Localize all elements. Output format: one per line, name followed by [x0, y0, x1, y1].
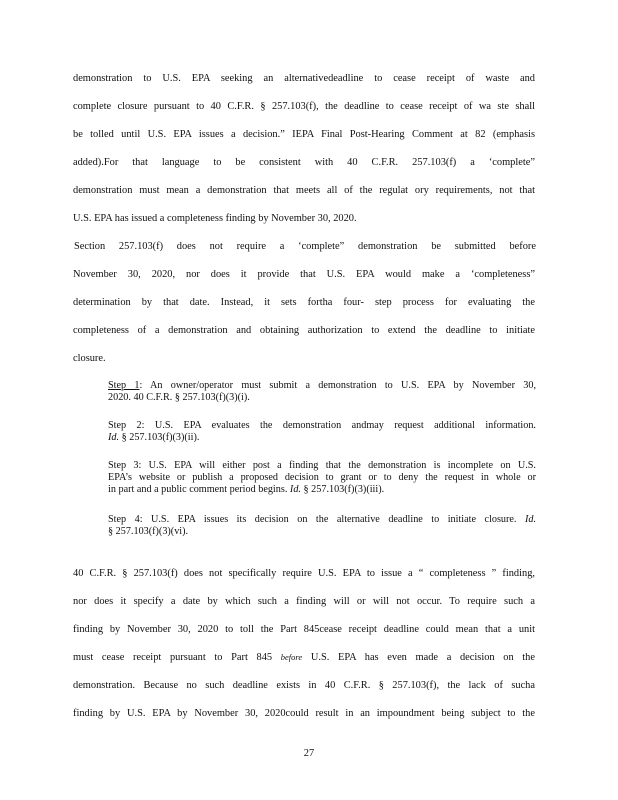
body-line: U.S. EPA has issued a completeness finding by November 30, 2020.: [73, 213, 357, 224]
citation: Id.: [108, 432, 120, 443]
page-number: 27: [303, 748, 315, 759]
step-text: § 257.103(f)(3)(iii).: [300, 484, 385, 495]
step-text: EPA’s website or publish a proposed decision to grant or to deny the request in whole or: [108, 472, 536, 483]
body-line: nor does it specify a date by which such a finding will or will not occur. To require such a: [73, 596, 535, 607]
step-label: Step 1: [108, 380, 140, 391]
step-text: in part and a public comment period begins.: [108, 484, 288, 495]
step-text: § 257.103(f)(3)(vi).: [108, 526, 189, 537]
step-text: 2020. 40 C.F.R. § 257.103(f)(3)(i).: [108, 392, 250, 403]
body-text: must cease receipt pursuant to Part 845: [73, 652, 273, 663]
body-line: finding by U.S. EPA by November 30, 2020could result in an impoundment being subject to the: [73, 708, 535, 719]
step-2-block: [108, 420, 536, 444]
body-line: demonstration to U.S. EPA seeking an alternativedeadline to cease receipt of waste and: [73, 73, 535, 84]
body-line: demonstration must mean a demonstration that meets all of the regulat ory requirements, not that: [73, 185, 535, 196]
step-text: : U.S. EPA evaluates the demonstration andmay request additional information.: [141, 420, 536, 431]
step-text: : An owner/operator must submit a demonstration to U.S. EPA by November 30,: [139, 380, 536, 391]
step-text: § 257.103(f)(3)(ii).: [119, 432, 200, 443]
body-line: 40 C.F.R. § 257.103(f) does not specifically require U.S. EPA to issue a “ completeness ” finding,: [73, 568, 535, 579]
step-label: Step 2: [108, 420, 142, 431]
emphasis-text: before: [280, 652, 303, 662]
step-text: : U.S. EPA issues its decision on the alternative deadline to initiate closure.: [139, 514, 517, 525]
body-line: added).For that language to be consistent with 40 C.F.R. 257.103(f) a ‘complete”: [73, 157, 535, 168]
body-line: Section 257.103(f) does not require a ‘complete” demonstration be submitted before: [74, 241, 536, 252]
step-label: Step 3: [108, 460, 139, 471]
body-line: November 30, 2020, nor does it provide that U.S. EPA would make a ‘completeness”: [73, 269, 535, 280]
step-4-block: [108, 514, 536, 538]
body-line: [73, 652, 535, 663]
body-line: closure.: [73, 353, 106, 364]
body-line: determination by that date. Instead, it sets fortha four- step process for evaluating the: [73, 297, 535, 308]
citation: Id.: [524, 514, 537, 525]
body-line: demonstration. Because no such deadline exists in 40 C.F.R. § 257.103(f), the lack of sucha: [73, 680, 535, 691]
citation: Id.: [289, 484, 301, 495]
body-text: U.S. EPA has even made a decision on the: [310, 652, 535, 663]
step-1-block: [108, 380, 536, 404]
body-line: be tolled until U.S. EPA issues a decision.” IEPA Final Post-Hearing Comment at 82 (emphasis: [73, 129, 535, 140]
body-line: finding by November 30, 2020 to toll the Part 845cease receipt deadline could mean that a unit: [73, 624, 535, 635]
step-text: : U.S. EPA will either post a finding that the demonstration is incomplete on U.S.: [138, 460, 536, 471]
body-line: complete closure pursuant to 40 C.F.R. § 257.103(f), the deadline to cease receipt of wa ste shall: [73, 101, 535, 112]
step-3-block: [108, 460, 536, 496]
step-label: Step 4: [108, 514, 140, 525]
body-line: completeness of a demonstration and obtaining authorization to extend the deadline to initiate: [73, 325, 535, 336]
